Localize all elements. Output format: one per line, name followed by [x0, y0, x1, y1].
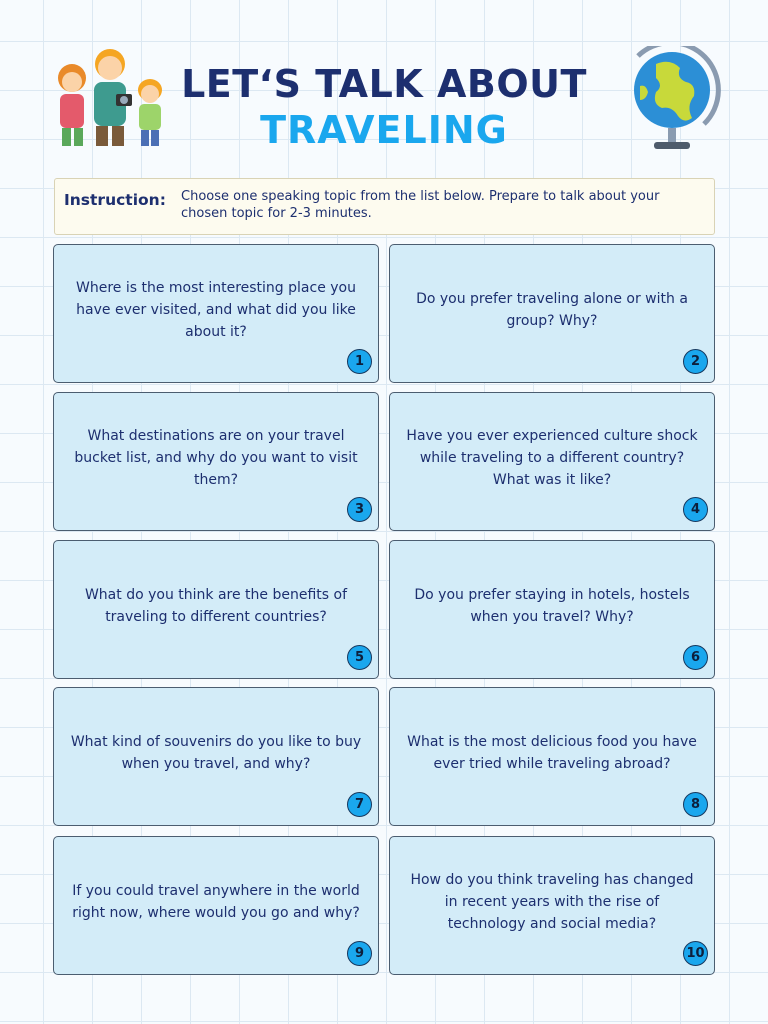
topic-number-badge: 1 — [347, 349, 372, 374]
topic-card-2 — [389, 244, 715, 383]
topic-text: How do you think traveling has changed in recent years with the rise of technology and social media? — [410, 871, 694, 932]
topic-card-8 — [389, 687, 715, 826]
page-header — [160, 60, 608, 152]
topic-text: Where is the most interesting place you have ever visited, and what did you like about it? — [76, 279, 356, 340]
topic-number-badge: 10 — [683, 941, 708, 966]
topic-text: Do you prefer staying in hotels, hostels when you travel? Why? — [414, 586, 690, 625]
topic-card-5 — [53, 540, 379, 679]
instruction-text: Choose one speaking topic from the list below. Prepare to talk about your chosen topic for 2-3 minutes. — [181, 189, 660, 221]
topic-card-9 — [53, 836, 379, 975]
topic-card-3 — [53, 392, 379, 531]
topic-number-badge: 6 — [683, 645, 708, 670]
family-travelers-icon — [50, 44, 172, 148]
topic-number-badge: 9 — [347, 941, 372, 966]
topic-text: What kind of souvenirs do you like to buy when you travel, and why? — [70, 733, 362, 772]
topic-number-badge: 8 — [683, 792, 708, 817]
topic-text: What is the most delicious food you have ever tried while traveling abroad? — [407, 733, 697, 772]
topic-text: What do you think are the benefits of traveling to different countries? — [84, 586, 348, 625]
topic-card-1 — [53, 244, 379, 383]
instruction-box — [54, 178, 715, 235]
topic-text: Do you prefer traveling alone or with a group? Why? — [416, 290, 688, 329]
topic-number-badge: 2 — [683, 349, 708, 374]
topic-number-badge: 3 — [347, 497, 372, 522]
page-title: LET‘S TALK ABOUT — [181, 62, 587, 106]
topic-card-4 — [389, 392, 715, 531]
topic-number-badge: 5 — [347, 645, 372, 670]
topic-card-7 — [53, 687, 379, 826]
topic-text: What destinations are on your travel bucket list, and why do you want to visit them? — [74, 427, 358, 488]
instruction-label: Instruction: — [64, 191, 166, 209]
topic-number-badge: 7 — [347, 792, 372, 817]
page-subtitle: TRAVELING — [260, 108, 508, 152]
topic-text: If you could travel anywhere in the world right now, where would you go and why? — [72, 882, 360, 921]
topic-card-6 — [389, 540, 715, 679]
topic-number-badge: 4 — [683, 497, 708, 522]
topic-text: Have you ever experienced culture shock while traveling to a different country? What was it like? — [406, 427, 698, 488]
topic-card-10 — [389, 836, 715, 975]
globe-icon — [626, 46, 722, 154]
